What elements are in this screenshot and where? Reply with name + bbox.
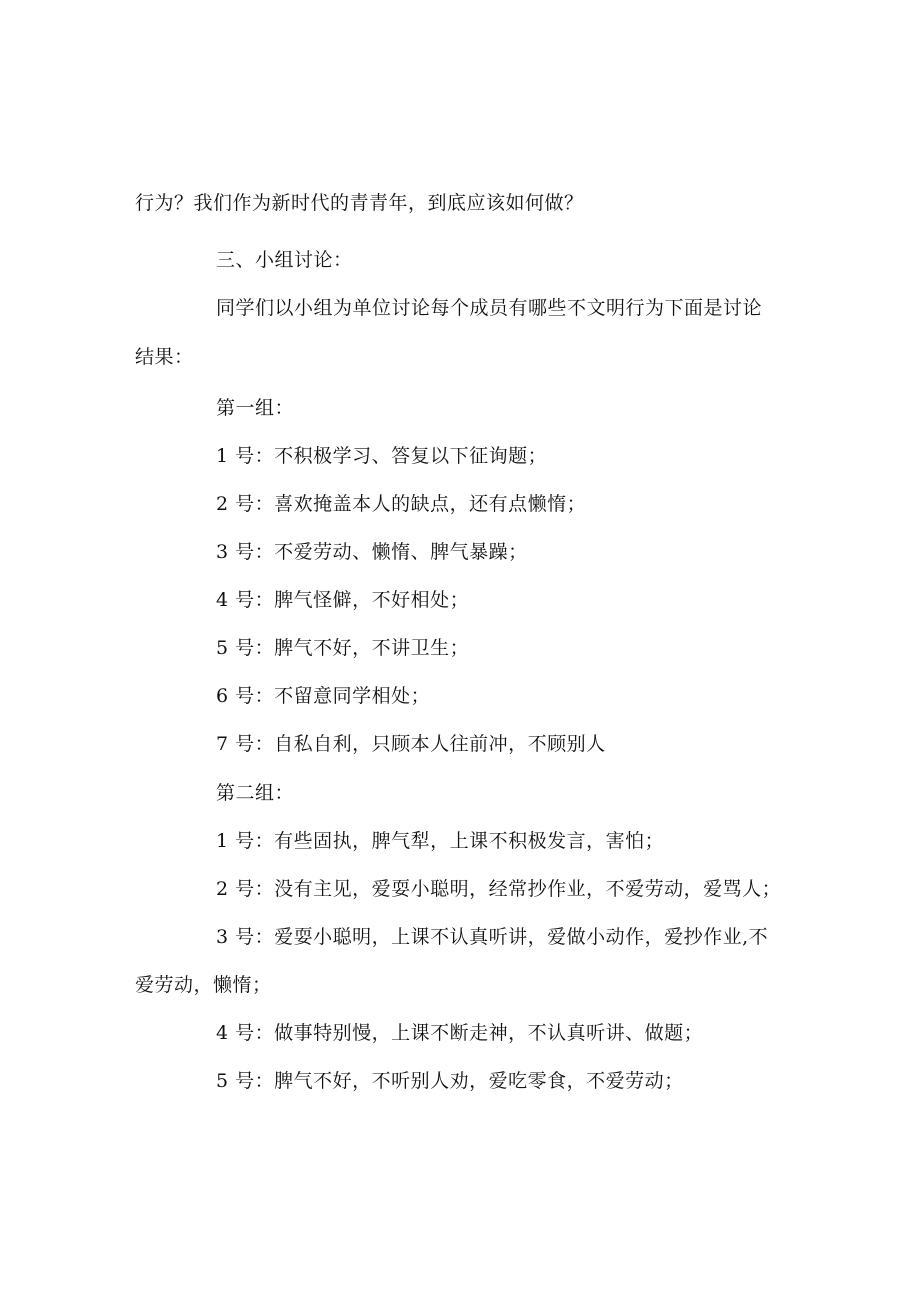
intro-paragraph-line-2: 结果：: [135, 346, 194, 368]
group-1-item-7: 7 号：自私自利，只顾本人往前冲，不顾别人: [216, 733, 606, 755]
group-1-item-3: 3 号：不爱劳动、懒惰、脾气暴躁；: [216, 541, 528, 563]
group-2-item-1: 1 号：有些固执，脾气犁，上课不积极发言，害怕；: [216, 830, 665, 852]
intro-paragraph-line-1: 同学们以小组为单位讨论每个成员有哪些不文明行为下面是讨论: [216, 297, 763, 319]
group-1-item-6: 6 号：不留意同学相处；: [216, 685, 431, 707]
group-1-item-5: 5 号：脾气不好，不讲卫生；: [216, 637, 470, 659]
group-1-item-2: 2 号：喜欢掩盖本人的缺点，还有点懒惰；: [216, 493, 587, 515]
group-2-item-5: 5 号：脾气不好，不听别人劝，爱吃零食，不爱劳动；: [216, 1070, 684, 1092]
group-2-heading: 第二组：: [216, 782, 295, 804]
group-2-item-4: 4 号：做事特别慢，上课不断走神，不认真听讲、做题；: [216, 1022, 704, 1044]
group-2-item-3-continued: 爱劳动，懒惰；: [135, 974, 272, 996]
group-1-heading: 第一组：: [216, 397, 295, 419]
group-1-item-4: 4 号：脾气怪僻，不好相处；: [216, 589, 470, 611]
group-2-item-3: 3 号：爱耍小聪明，上课不认真听讲，爱做小动作，爱抄作业,不: [216, 926, 769, 948]
continuation-text: 行为？我们作为新时代的青青年，到底应该如何做？: [135, 192, 584, 214]
group-2-item-2: 2 号：没有主见，爱耍小聪明，经常抄作业，不爱劳动，爱骂人；: [216, 878, 782, 900]
section-heading: 三、小组讨论：: [216, 249, 353, 271]
group-1-item-1: 1 号：不积极学习、答复以下征询题；: [216, 445, 548, 467]
